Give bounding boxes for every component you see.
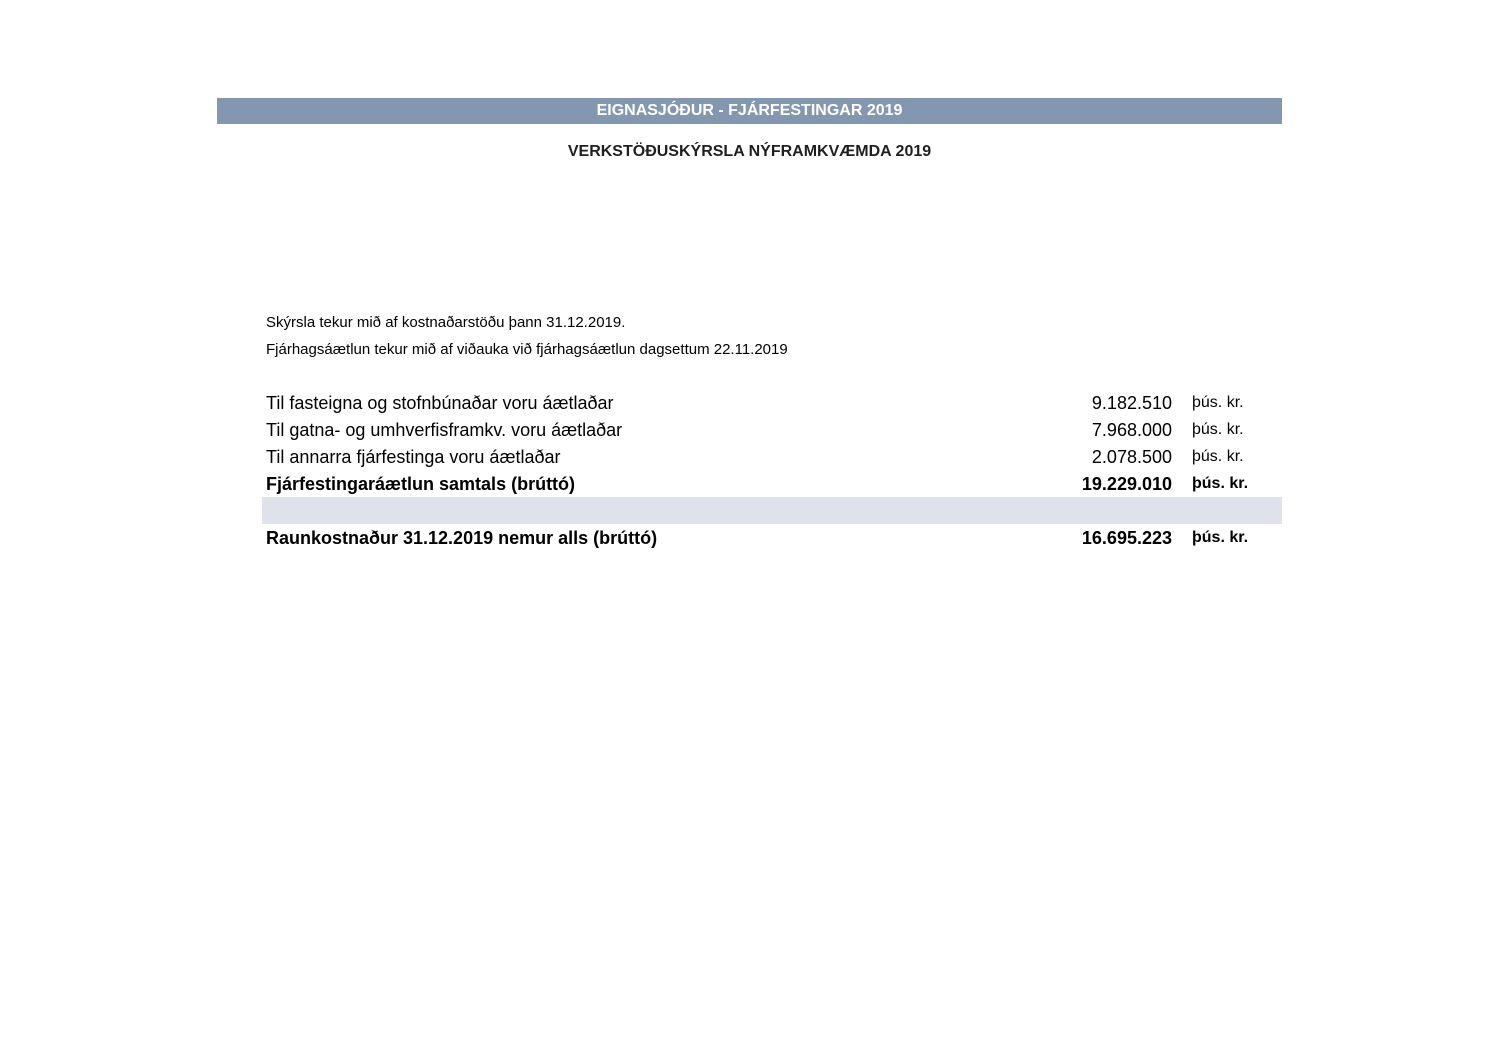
row-label: Raunkostnaður 31.12.2019 nemur alls (brúttó)	[266, 528, 658, 548]
note-cost-status: Skýrsla tekur mið af kostnaðarstöðu þann 31.12.2019.	[266, 314, 626, 331]
row-unit: þús. kr.	[1192, 529, 1249, 546]
row-label: Fjárfestingaráætlun samtals (brúttó)	[266, 474, 576, 494]
row-amount: 9.182.510	[1091, 393, 1172, 413]
row-label: Til gatna- og umhverfisframkv. voru áætlaðar	[266, 420, 623, 440]
shaded-separator-band	[262, 497, 1282, 524]
budget-row-streets-environment	[266, 417, 1266, 443]
row-label: Til annarra fjárfestinga voru áætlaðar	[266, 447, 561, 467]
note-budget-basis: Fjárhagsáætlun tekur mið af viðauka við fjárhagsáætlun dagsettum 22.11.2019	[266, 341, 788, 358]
row-unit: þús. kr.	[1192, 475, 1249, 492]
row-unit: þús. kr.	[1192, 394, 1244, 411]
row-amount: 19.229.010	[1081, 474, 1172, 494]
row-amount: 7.968.000	[1091, 420, 1172, 440]
budget-row-real-estate	[266, 390, 1266, 416]
actual-cost-row	[266, 525, 1266, 551]
row-label: Til fasteigna og stofnbúnaðar voru áætlaðar	[266, 393, 614, 413]
budget-row-other-investments	[266, 444, 1266, 470]
report-subtitle: VERKSTÖÐUSKÝRSLA NÝFRAMKVÆMDA 2019	[567, 143, 932, 160]
row-amount: 2.078.500	[1091, 447, 1172, 467]
budget-row-total	[266, 471, 1266, 497]
report-banner-title: EIGNASJÓÐUR - FJÁRFESTINGAR 2019	[217, 98, 1282, 124]
row-amount: 16.695.223	[1081, 528, 1172, 548]
row-unit: þús. kr.	[1192, 448, 1244, 465]
row-unit: þús. kr.	[1192, 421, 1244, 438]
